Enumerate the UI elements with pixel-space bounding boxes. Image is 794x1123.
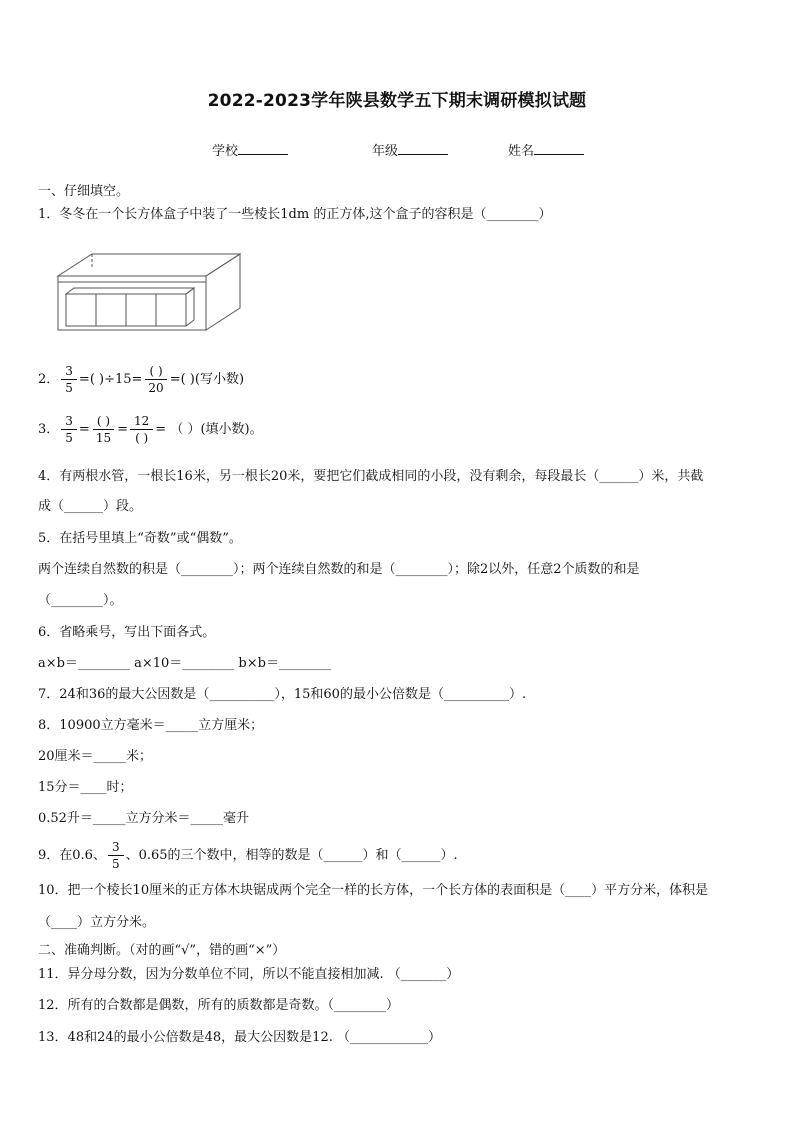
question-8-line-4: 0.52升＝_____立方分米＝_____毫升: [38, 811, 249, 826]
fraction-blank-15: $\frac{( )}{15}$: [92, 414, 115, 445]
question-1: 1．冬冬在一个长方体盒子中装了一些棱长1dm 的正方体,这个盒子的容积是（________）: [38, 207, 552, 222]
question-6: 6．省略乘号，写出下面各式。: [38, 625, 216, 640]
question-12: 12．所有的合数都是偶数，所有的质数都是奇数。（________）: [38, 998, 400, 1013]
question-6-expressions: a×b＝________ a×10＝________ b×b＝________: [38, 656, 331, 671]
question-10-line-2: （____）立方分米。: [38, 915, 156, 930]
question-4-line-2: 成（______）段。: [38, 499, 143, 514]
question-4-line-1: 4．有两根水管，一根长16米，另一根长20米，要把它们截成相同的小段，没有剩余，每段最长（______）米，共截: [38, 469, 704, 484]
name-blank[interactable]: [534, 142, 584, 155]
fraction-3-5: $\frac{3}{5}$: [108, 840, 124, 871]
question-9: 9．在0.6、 $\frac{3}{5}$ 、0.65的三个数中，相等的数是（______）和（______）.: [38, 840, 458, 871]
question-5-line-2: （________）。: [38, 593, 123, 608]
name-field: 姓名: [508, 140, 584, 159]
box-figure: [52, 246, 242, 336]
page-title: 2022-2023学年陕县数学五下期末调研模拟试题: [207, 91, 587, 111]
question-13: 13．48和24的最小公倍数是48，最大公因数是12. （____________）: [38, 1030, 441, 1045]
section-2-heading: 二、准确判断。（对的画“√”，错的画“×”）: [38, 943, 286, 958]
question-2: 2． $\frac{3}{5}$ =( )÷15= $\frac{( )}{20}$ =( )(写小数): [38, 364, 245, 395]
fraction-12-blank: $\frac{12}{( )}$: [130, 414, 153, 445]
section-1-heading: 一、仔细填空。: [38, 184, 130, 199]
question-11: 11．异分母分数，因为分数单位不同，所以不能直接相加减. （_______）: [38, 967, 460, 982]
question-5: 5．在括号里填上“奇数”或“偶数”。: [38, 531, 242, 546]
question-5-line-1: 两个连续自然数的积是（________）；两个连续自然数的和是（________）；除2以外，任意2个质数的和是: [38, 562, 640, 577]
school-blank[interactable]: [238, 142, 288, 155]
school-field: 学校: [212, 140, 288, 159]
fraction-3-5: $\frac{3}{5}$: [61, 414, 77, 445]
question-8-line-3: 15分＝____时；: [38, 780, 133, 795]
question-10-line-1: 10．把一个棱长10厘米的正方体木块锯成两个完全一样的长方体，一个长方体的表面积是（____）平方分米，体积是: [38, 883, 709, 898]
grade-blank[interactable]: [398, 142, 448, 155]
grade-field: 年级: [372, 140, 448, 159]
question-8-line-2: 20厘米＝_____米；: [38, 749, 153, 764]
question-3: 3． $\frac{3}{5}$ = $\frac{( )}{15}$ = $\frac{12}{( )}$ = （ ）(填小数)。: [38, 414, 263, 445]
fraction-3-5: $\frac{3}{5}$: [61, 364, 77, 395]
question-7: 7．24和36的最大公因数是（__________），15和60的最小公倍数是（__________）.: [38, 687, 527, 702]
question-8-line-1: 8．10900立方毫米＝_____立方厘米；: [38, 718, 264, 733]
fraction-blank-20: $\frac{( )}{20}$: [144, 364, 167, 395]
